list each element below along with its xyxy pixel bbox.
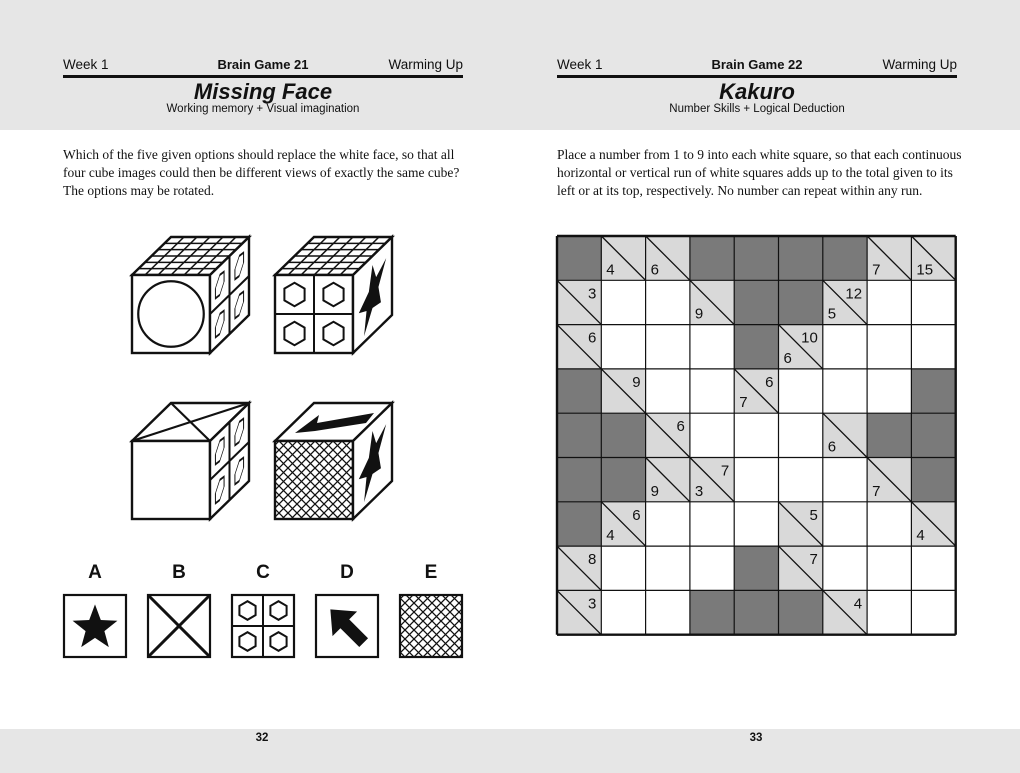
- clue-cell: [646, 413, 690, 457]
- down-clue: 7: [872, 482, 881, 500]
- clue-cell: [823, 413, 867, 457]
- across-clue: 3: [587, 285, 597, 303]
- across-clue: 7: [720, 462, 730, 480]
- down-clue: 4: [606, 261, 615, 279]
- white-cell: [646, 369, 690, 413]
- page-subtitle: Working memory + Visual imagination: [166, 103, 360, 115]
- white-cell: [646, 590, 690, 634]
- block-cell: [557, 413, 601, 457]
- across-clue: 6: [632, 506, 641, 524]
- down-clue: 7: [739, 394, 748, 412]
- block-cell: [601, 413, 645, 457]
- clue-cell: [779, 325, 823, 369]
- white-cell: [690, 369, 734, 413]
- instructions: Which of the five given options should replace the white face, so that all four cube images could then be different views of exactly the same cube? The options may be rotated.: [63, 147, 460, 198]
- block-cell: [557, 458, 601, 502]
- block-cell: [734, 325, 778, 369]
- white-cell: [867, 369, 911, 413]
- down-clue: 6: [827, 438, 837, 456]
- white-cell: [823, 502, 867, 546]
- block-cell: [690, 236, 734, 280]
- option-letter: C: [256, 562, 270, 583]
- white-cell: [779, 413, 823, 457]
- white-cell: [867, 280, 911, 324]
- across-clue: 6: [587, 329, 597, 347]
- block-cell: [779, 280, 823, 324]
- block-cell: [601, 458, 645, 502]
- clue-cell: [823, 590, 867, 634]
- white-cell: [823, 458, 867, 502]
- down-clue: 4: [916, 527, 925, 545]
- option-letter: A: [88, 562, 102, 583]
- down-clue: 7: [872, 261, 881, 279]
- white-cell: [911, 280, 955, 324]
- across-clue: 9: [632, 373, 641, 391]
- across-clue: 10: [801, 329, 818, 347]
- block-cell: [911, 369, 955, 413]
- down-clue: 3: [694, 482, 704, 500]
- white-cell: [601, 280, 645, 324]
- white-cell: [646, 280, 690, 324]
- across-clue: 3: [587, 595, 597, 613]
- block-cell: [557, 236, 601, 280]
- block-cell: [867, 413, 911, 457]
- block-cell: [734, 590, 778, 634]
- white-cell: [646, 325, 690, 369]
- block-cell: [779, 590, 823, 634]
- week-label: Week 1: [557, 57, 603, 72]
- block-cell: [557, 502, 601, 546]
- down-clue: 9: [694, 305, 704, 323]
- white-cell: [690, 325, 734, 369]
- page-number: 33: [749, 732, 763, 744]
- across-clue: 12: [845, 285, 863, 303]
- white-cell: [690, 502, 734, 546]
- white-cell: [779, 458, 823, 502]
- block-cell: [690, 590, 734, 634]
- option-letter: E: [424, 562, 438, 583]
- clue-cell: [557, 325, 601, 369]
- white-cell: [911, 325, 955, 369]
- block-cell: [557, 369, 601, 413]
- down-clue: 4: [606, 527, 615, 545]
- clue-cell: [867, 458, 911, 502]
- white-cell: [779, 369, 823, 413]
- white-cell: [690, 546, 734, 590]
- across-clue: 6: [765, 373, 774, 391]
- down-clue: 15: [916, 261, 934, 279]
- page-title: Kakuro: [719, 79, 795, 104]
- white-cell: [601, 590, 645, 634]
- option-letter: D: [340, 562, 354, 583]
- white-cell: [867, 502, 911, 546]
- page-number: 32: [255, 732, 269, 744]
- clue-cell: [646, 458, 690, 502]
- block-cell: [734, 236, 778, 280]
- white-cell: [734, 458, 778, 502]
- clue-cell: [557, 590, 601, 634]
- across-clue: 5: [809, 506, 818, 524]
- across-clue: 7: [809, 551, 818, 569]
- white-cell: [867, 590, 911, 634]
- clue-cell: [911, 502, 955, 546]
- game-number: Brain Game 22: [711, 57, 803, 72]
- option-letter: B: [172, 562, 186, 583]
- white-cell: [867, 325, 911, 369]
- white-cell: [823, 546, 867, 590]
- block-cell: [734, 280, 778, 324]
- across-clue: 6: [676, 418, 685, 436]
- white-cell: [601, 546, 645, 590]
- white-cell: [734, 502, 778, 546]
- clue-cell: [734, 369, 778, 413]
- clue-cell: [911, 236, 955, 280]
- bottom-band: [0, 729, 1020, 773]
- section-label: Warming Up: [388, 57, 463, 72]
- clue-cell: [557, 280, 601, 324]
- clue-cell: [601, 502, 645, 546]
- white-cell: [823, 369, 867, 413]
- white-cell: [911, 590, 955, 634]
- page-title: Missing Face: [193, 79, 333, 104]
- game-number: Brain Game 21: [217, 57, 309, 72]
- white-cell: [911, 546, 955, 590]
- clue-cell: [646, 236, 690, 280]
- white-cell: [646, 546, 690, 590]
- block-cell: [911, 458, 955, 502]
- clue-cell: [867, 236, 911, 280]
- white-cell: [734, 413, 778, 457]
- across-clue: 4: [853, 595, 863, 613]
- down-clue: 6: [650, 261, 659, 279]
- block-cell: [779, 236, 823, 280]
- down-clue: 5: [827, 305, 837, 323]
- down-clue: 6: [783, 349, 792, 367]
- clue-cell: [690, 280, 734, 324]
- clue-cell: [557, 546, 601, 590]
- week-label: Week 1: [63, 57, 109, 72]
- white-cell: [823, 325, 867, 369]
- clue-cell: [601, 369, 645, 413]
- block-cell: [823, 236, 867, 280]
- instructions: Place a number from 1 to 9 into each white square, so that each continuous horizontal or vertical run of white squares adds up to the total given to its left or at its top, respectively. No number can repeat within any run.: [557, 147, 962, 198]
- white-cell: [601, 325, 645, 369]
- white-cell: [646, 502, 690, 546]
- section-label: Warming Up: [882, 57, 957, 72]
- block-cell: [734, 546, 778, 590]
- block-cell: [911, 413, 955, 457]
- clue-cell: [690, 458, 734, 502]
- white-cell: [867, 546, 911, 590]
- down-clue: 9: [650, 482, 659, 500]
- across-clue: 8: [587, 551, 597, 569]
- clue-cell: [823, 280, 867, 324]
- clue-cell: [601, 236, 645, 280]
- page-subtitle: Number Skills + Logical Deduction: [669, 103, 845, 115]
- clue-cell: [779, 546, 823, 590]
- clue-cell: [779, 502, 823, 546]
- white-cell: [690, 413, 734, 457]
